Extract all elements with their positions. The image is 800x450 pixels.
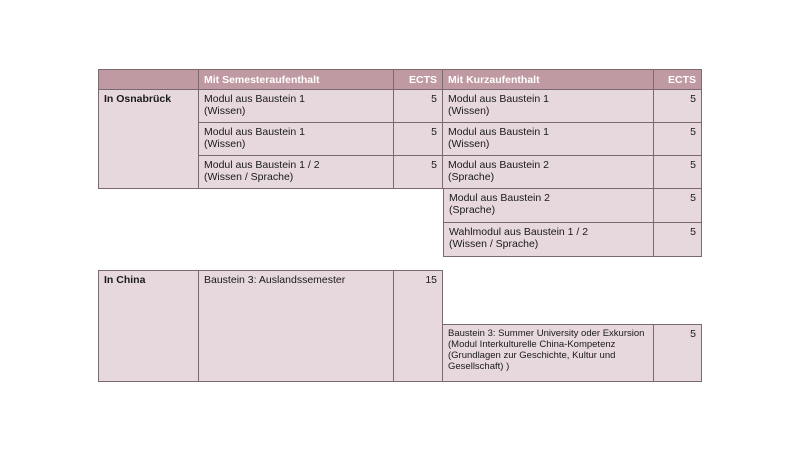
header-ects-semester: ECTS <box>394 69 443 90</box>
china-semester-cell: Baustein 3: Auslandssemester <box>199 270 394 382</box>
module-title: Modul aus Baustein 2 <box>449 192 550 204</box>
semester-ects-cell: 5 <box>394 90 443 123</box>
module-title: Modul aus Baustein 1 <box>204 126 305 138</box>
module-subtitle: (Wissen / Sprache) <box>204 171 294 183</box>
china-kurz-line: Baustein 3: Summer University oder Exkursion <box>448 328 645 339</box>
kurz-ects-cell: 5 <box>654 90 702 123</box>
kurz-ects-cell: 5 <box>654 223 702 257</box>
header-ects-kurz: ECTS <box>654 69 702 90</box>
module-title: Modul aus Baustein 1 / 2 <box>204 159 320 171</box>
module-title: Modul aus Baustein 2 <box>448 159 549 171</box>
kurz-ects-cell: 5 <box>654 189 702 223</box>
kurz-ects-cell: 5 <box>654 123 702 156</box>
module-subtitle: (Sprache) <box>449 204 496 216</box>
china-kurz-line: (Grundlagen zur Geschichte, Kultur und <box>448 350 616 361</box>
module-subtitle: (Wissen) <box>204 105 246 117</box>
section-label-osnabrueck: In Osnabrück <box>98 90 199 189</box>
kurz-module-cell <box>443 156 654 189</box>
china-kurz-cell <box>443 324 654 382</box>
kurz-module-cell <box>443 123 654 156</box>
module-subtitle: (Wissen) <box>448 138 490 150</box>
china-kurz-ects-cell: 5 <box>654 324 702 382</box>
module-subtitle: (Wissen) <box>204 138 246 150</box>
china-kurz-line: (Modul Interkulturelle China-Kompetenz <box>448 339 616 350</box>
section-label-china: In China <box>98 270 199 382</box>
kurz-module-cell <box>443 90 654 123</box>
semester-module-cell <box>199 123 394 156</box>
module-title: Modul aus Baustein 1 <box>448 93 549 105</box>
header-kurz: Mit Kurzaufenthalt <box>443 69 654 90</box>
semester-module-cell <box>199 90 394 123</box>
kurz-module-cell <box>443 223 654 257</box>
module-title: Modul aus Baustein 1 <box>204 93 305 105</box>
china-kurz-line: Gesellschaft) ) <box>448 361 510 372</box>
header-semester: Mit Semesteraufenthalt <box>199 69 394 90</box>
kurz-module-cell <box>443 189 654 223</box>
header-empty-cell <box>98 69 199 90</box>
module-subtitle: (Sprache) <box>448 171 495 183</box>
module-title: Modul aus Baustein 1 <box>448 126 549 138</box>
module-subtitle: (Wissen / Sprache) <box>449 238 539 250</box>
semester-ects-cell: 5 <box>394 123 443 156</box>
module-subtitle: (Wissen) <box>448 105 490 117</box>
china-semester-ects-cell: 15 <box>394 270 443 382</box>
semester-module-cell <box>199 156 394 189</box>
semester-ects-cell: 5 <box>394 156 443 189</box>
module-title: Wahlmodul aus Baustein 1 / 2 <box>449 226 589 238</box>
kurz-ects-cell: 5 <box>654 156 702 189</box>
